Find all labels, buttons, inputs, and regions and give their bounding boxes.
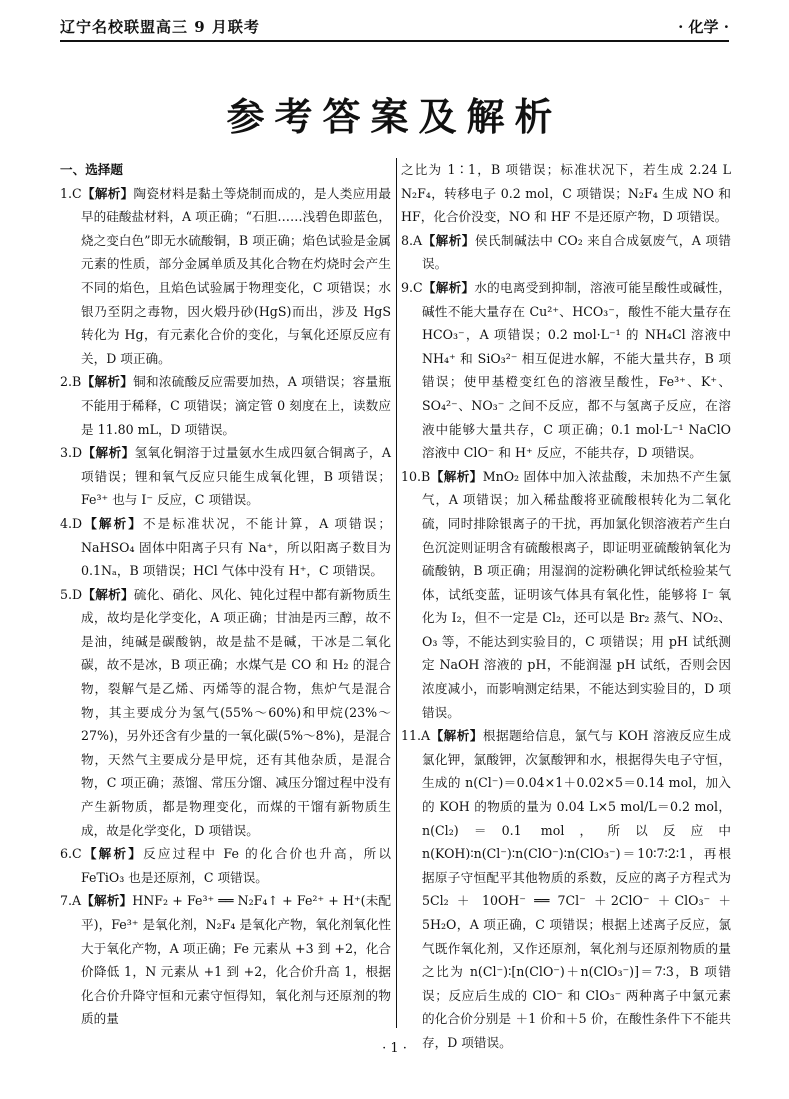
analysis-text: MnO₂ 固体中加入浓盐酸，未加热不产生氯气，A 项错误；加入稀盐酸将亚硫酸根转化为二氧化硫，同时排除银离子的干扰，再加氯化钡溶液若产生白色沉淀则证明含有硫酸根离子，即证明亚硫酸钠氧化为硫酸钠，B 项正确；用湿润的淀粉碘化钾试纸检验某气体，试纸变蓝，证明该气体具有氧化性，能够将 I⁻ 氧化为 I₂，但不一定是 Cl₂，还可以是 Br₂ 蒸气、NO₂、O₃ 等，不能达到实验目的，C 项错误；用 pH 试纸测定 NaOH 溶液的 pH，不能润湿 pH 试纸，否则会因浓度减小，而影响测定结果，不能达到实验目的，D 项错误。 <box>422 468 731 720</box>
right-column <box>401 158 731 1055</box>
answer-item <box>401 158 731 229</box>
answer-number: 2.B <box>60 374 82 390</box>
answer-item <box>60 842 391 889</box>
analysis-tag: 【解析】 <box>82 515 143 531</box>
analysis-tag: 【解析】 <box>82 445 135 461</box>
answer-number: 5.D <box>60 586 83 602</box>
analysis-text: 侯氏制碱法中 CO₂ 来自合成氨废气，A 项错误。 <box>422 232 731 272</box>
analysis-text: 之比为 1∶1，B 项错误；标准状况下，若生成 2.24 L N₂F₄，转移电子 0.2 mol，C 项错误；N₂F₄ 生成 NO 和 HF，化合价没变，NO 和 HF 不是还原产物，D 项错误。 <box>401 162 731 225</box>
analysis-tag: 【解析】 <box>422 232 475 248</box>
answer-number: 3.D <box>60 445 83 461</box>
answer-number: 9.C <box>401 279 423 295</box>
page-header <box>60 14 729 42</box>
analysis-text: 陶瓷材料是黏土等烧制而成的，是人类应用最早的硅酸盐材料，A 项正确；“石胆……浅碧色即蓝色，烧之变白色”即无水硫酸铜，B 项正确；焰色试验是金属元素的性质，部分金属单质及其化合物在灼烧时会产生不同的焰色，且焰色试验属于物理变化，C 项错误；水银乃至阴之毒物，因火煅丹砂(HgS)而出，涉及 HgS 转化为 Hg，有元素化合价的变化，与氧化还原反应有关，D 项正确。 <box>81 185 392 366</box>
answer-item <box>60 583 391 843</box>
analysis-text: 铜和浓硫酸反应需要加热，A 项错误；容量瓶不能用于稀释，C 项错误；滴定管 0 刻度在上，读数应是 11.80 mL，D 项错误。 <box>81 374 391 437</box>
left-column <box>60 158 391 1031</box>
analysis-tag: 【解析】 <box>82 586 134 602</box>
analysis-text: 不是标准状况，不能计算，A 项错误；NaHSO₄ 固体中阳离子只有 Na⁺，所以阳离子数目为 0.1Nₐ，B 项错误；HCl 气体中没有 H⁺，C 项错误。 <box>81 515 391 579</box>
answer-item <box>401 276 731 465</box>
analysis-tag: 【解析】 <box>81 846 144 862</box>
answer-item <box>401 229 731 276</box>
page-number: · 1 · <box>382 1041 407 1056</box>
answer-item <box>60 182 391 371</box>
answer-item <box>60 370 391 441</box>
exam-name: 辽宁名校联盟高三 9 月联考 <box>60 18 260 36</box>
analysis-text: 反应过程中 Fe 的化合价也升高，所以 FeTiO₃ 也是还原剂，C 项错误。 <box>81 846 392 885</box>
analysis-text: 硫化、硝化、风化、钝化过程中都有新物质生成，故均是化学变化，A 项正确；甘油是丙三醇，故不是油，纯碱是碳酸钠，故是盐不是碱，干冰是二氧化碳，故不是冰，B 项正确；水煤气是 CO 和 H₂ 的混合物，裂解气是乙烯、丙烯等的混合物，焦炉气是混合物，其主要成分为氢气(55%～60%)和甲烷(23%～27%)，另外还含有少量的一氧化碳(5%～8%)，是混合物，天然气主要成分是甲烷，还有其他杂质，是混合物，C 项正确；蒸馏、常压分馏、减压分馏过程中没有产生新物质，都是物理变化，而煤的干馏有新物质生成，故是化学变化，D 项错误。 <box>81 586 392 838</box>
column-divider <box>396 158 397 1028</box>
answer-item <box>60 441 391 512</box>
analysis-tag: 【解析】 <box>430 468 483 484</box>
page-title: 参考答案及解析 <box>226 95 563 139</box>
answer-number: 8.A <box>401 232 423 248</box>
answer-item <box>60 889 391 1031</box>
answer-item <box>401 724 731 1054</box>
answer-number: 11.A <box>401 728 431 744</box>
analysis-text: 氢氧化铜溶于过量氨水生成四氨合铜离子，A 项错误；锂和氧气反应只能生成氧化锂，B 项错误；Fe³⁺ 也与 I⁻ 反应，C 项错误。 <box>81 445 391 508</box>
analysis-text: 水的电离受到抑制，溶液可能呈酸性或碱性，碱性不能大量存在 Cu²⁺、HCO₃⁻，酸性不能大量存在 HCO₃⁻，A 项错误；0.2 mol·L⁻¹ 的 NH₄Cl 溶液中 NH₄⁺ 和 SiO₃²⁻ 相互促进水解，不能大量共存，B 项错误；使甲基橙变红色的溶液呈酸性，Fe³⁺、K⁺、SO₄²⁻、NO₃⁻ 之间不反应，都不与氢离子反应，在溶液中能够大量共存，C 项正确；0.1 mol·L⁻¹ NaClO 溶液中 ClO⁻ 和 H⁺ 反应，不能共存，D 项错误。 <box>422 279 732 461</box>
subject-label: · 化学 · <box>678 18 729 36</box>
analysis-tag: 【解析】 <box>81 185 134 201</box>
answer-number: 7.A <box>60 893 82 909</box>
answer-number: 6.C <box>60 846 82 862</box>
answer-number: 4.D <box>60 515 83 531</box>
analysis-tag: 【解析】 <box>81 893 133 909</box>
answer-number: 10.B <box>401 468 431 484</box>
analysis-text: 根据题给信息，氯气与 KOH 溶液反应生成氯化钾，氯酸钾，次氯酸钾和水，根据得失电子守恒，生成的 n(Cl⁻)＝0.04×1＋0.02×5＝0.14 mol，加入的 KOH 的物质的量为 0.04 L×5 mol/L＝0.2 mol，n(Cl₂)＝0.1 mol，所以反应中 n(KOH)∶n(Cl⁻)∶n(ClO⁻)∶n(ClO₃⁻)＝10∶7∶2∶1，再根据原子守恒配平其他物质的系数，反应的离子方程式为 5Cl₂ ＋ 10OH⁻ ══ 7Cl⁻ ＋2ClO⁻ ＋ClO₃⁻ ＋5H₂O，A 项正确，C 项错误；根据上述离子反应，氯气既作氧化剂，又作还原剂，氧化剂与还原剂物质的量之比为 n(Cl⁻)∶[n(ClO⁻)＋n(ClO₃⁻)]＝7∶3，B 项错误；反应后生成的 ClO⁻ 和 ClO₃⁻ 两种离子中氯元素的化合价分别是 ＋1 价和＋5 价，在酸性条件下不能共存，D 项错误。 <box>422 728 732 1050</box>
analysis-tag: 【解析】 <box>81 374 134 390</box>
analysis-tag: 【解析】 <box>430 728 483 744</box>
answer-number: 1.C <box>60 185 82 201</box>
analysis-tag: 【解析】 <box>422 279 475 295</box>
section-heading: 一、选择题 <box>60 162 123 177</box>
answer-item <box>60 512 391 583</box>
answer-item <box>401 465 731 725</box>
analysis-text: HNF₂ + Fe³⁺ ══ N₂F₄↑ + Fe²⁺ + H⁺(未配平)，Fe³⁺ 是氧化剂，N₂F₄ 是氧化产物，氧化剂氧化性大于氧化产物，A 项正确；Fe 元素从 +3 到 +2，化合价降低 1，N 元素从 +1 到 +2，化合价升高 1，根据化合价升降守恒和元素守恒得知，氧化剂与还原剂的物质的量 <box>81 893 392 1027</box>
